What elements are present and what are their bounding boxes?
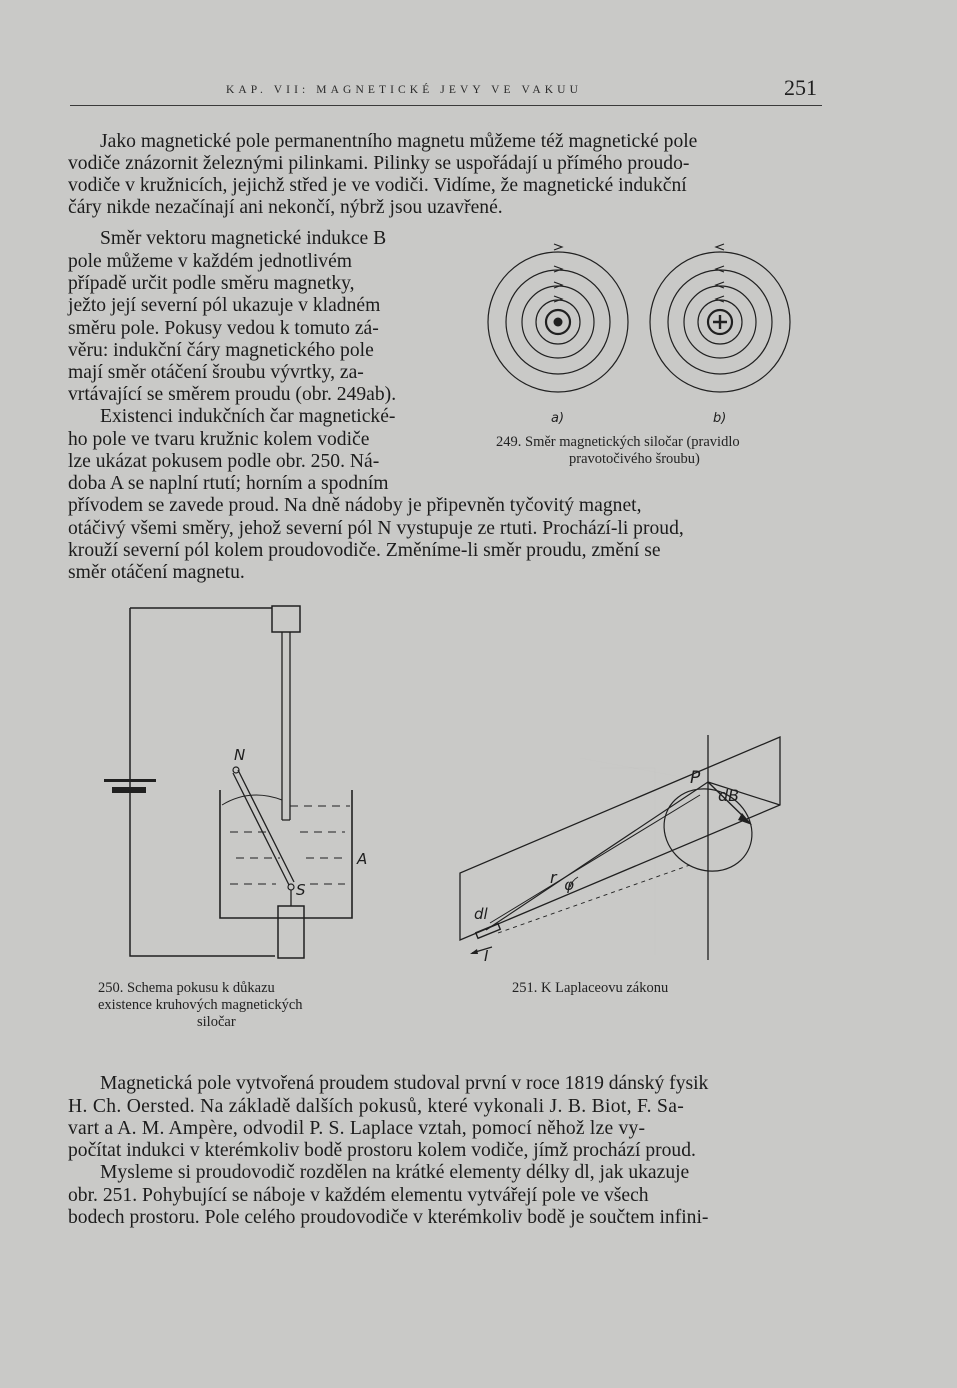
paragraph4-line: Mysleme si proudovodič rozdělen na krátké elementy délky dl, jak ukazuje: [100, 1162, 690, 1183]
figure-249-caption: pravotočivého šroubu): [569, 451, 700, 467]
paragraph2-line: věru: indukční čáry magnetického pole: [68, 340, 374, 361]
paragraph4-line: bodech prostoru. Pole celého proudovodiče v kterémkoliv bodě je součtem infini-: [68, 1207, 709, 1228]
label-dB: dB: [718, 786, 740, 805]
figure-249-caption: 249. Směr magnetických siločar (pravidlo: [496, 434, 740, 450]
label-r: r: [550, 868, 557, 887]
label-dl: dl: [474, 905, 488, 923]
paragraph2-line: přívodem se zavede proud. Na dně nádoby je připevněn tyčovitý magnet,: [68, 495, 642, 516]
paragraph2-line: Směr vektoru magnetické indukce B: [100, 228, 387, 249]
paragraph2-line: případě určit podle směru magnetky,: [68, 273, 355, 294]
figure-250-caption: existence kruhových magnetických: [98, 997, 303, 1013]
battery: [104, 779, 156, 782]
figure-250-caption: 250. Schema pokusu k důkazu: [98, 980, 275, 996]
paragraph4-line: obr. 251. Pohybující se náboje v každém elementu vytvářejí pole ve všech: [68, 1185, 649, 1206]
page-number: 251: [784, 75, 817, 100]
figure-251-laplace: [450, 725, 800, 965]
paragraph1-line: vodiče znázornit železnými pilinkami. Pilinky se uspořádají u přímého proudo-: [68, 153, 690, 174]
circles-b: [650, 244, 790, 392]
paragraph2-line: mají směr otáčení šroubu vývrtky, za-: [68, 362, 364, 383]
figure-249-field-lines: [470, 236, 830, 426]
paragraph2-line: ho pole ve tvaru kružnic kolem vodiče: [68, 429, 370, 450]
figure-250-experiment: [100, 600, 390, 970]
paragraph3-line: H. Ch. Oersted. Na základě dalších pokusů, které vykonali J. B. Biot, F. Sa-: [68, 1096, 685, 1117]
header-rule: [70, 105, 822, 106]
label-P: P: [690, 768, 701, 788]
label-S: S: [296, 881, 306, 899]
paragraph3-line: počítat indukci v kterémkoliv bodě prostoru kolem vodiče, jímž prochází proud.: [68, 1140, 696, 1161]
paragraph2-line: vrtávající se směrem proudu (obr. 249ab).: [68, 384, 397, 405]
paragraph2-line: směru pole. Pokusy vedou k tomuto zá-: [68, 318, 379, 339]
label-phi: φ: [564, 876, 574, 894]
paragraph2-line: ježto její severní pól ukazuje v kladném: [68, 295, 381, 316]
paragraph2-line: otáčivý všemi směry, jehož severní pól N vystupuje ze rtuti. Prochází-li proud,: [68, 518, 684, 539]
paragraph1-line: čáry nikde nezačínají ani nekončí, nýbrž jsou uzavřené.: [68, 197, 503, 218]
label-A: A: [357, 850, 368, 868]
paragraph3-line: Magnetická pole vytvořená proudem studoval první v roce 1819 dánský fysik: [100, 1073, 709, 1094]
paragraph1-line: vodiče v kružnicích, jejichž střed je ve vodiči. Vidíme, že magnetické indukční: [68, 175, 687, 196]
paragraph2-line: pole můžeme v každém jednotlivém: [68, 251, 353, 272]
paragraph2-line: Existenci indukčních čar magnetické-: [100, 406, 396, 427]
circles-a: [488, 244, 628, 392]
paragraph3-line: vart a A. M. Ampère, odvodil P. S. Laplace vztah, pomocí něhož lze vy-: [68, 1118, 646, 1139]
label-a: a): [551, 411, 565, 426]
figure-251-caption: 251. K Laplaceovu zákonu: [512, 980, 669, 996]
paragraph2-line: doba A se naplní rtutí; horním a spodním: [68, 473, 389, 494]
figure-250-caption: siločar: [197, 1014, 236, 1030]
running-head: KAP. VII: MAGNETICKÉ JEVY VE VAKUU: [226, 84, 582, 96]
paragraph2-line: směr otáčení magnetu.: [68, 562, 245, 583]
label-I: I: [484, 947, 489, 965]
label-N: N: [234, 746, 246, 764]
paragraph1-line: [68, 131, 816, 153]
paragraph2-line: krouží severní pól kolem proudovodiče. Změníme-li směr proudu, změní se: [68, 540, 661, 561]
label-b: b): [713, 411, 727, 426]
text-line: Jako magnetické pole permanentního magnetu můžeme též magnetické pole: [100, 131, 698, 152]
paragraph2-line: lze ukázat pokusem podle obr. 250. Ná-: [68, 451, 380, 472]
